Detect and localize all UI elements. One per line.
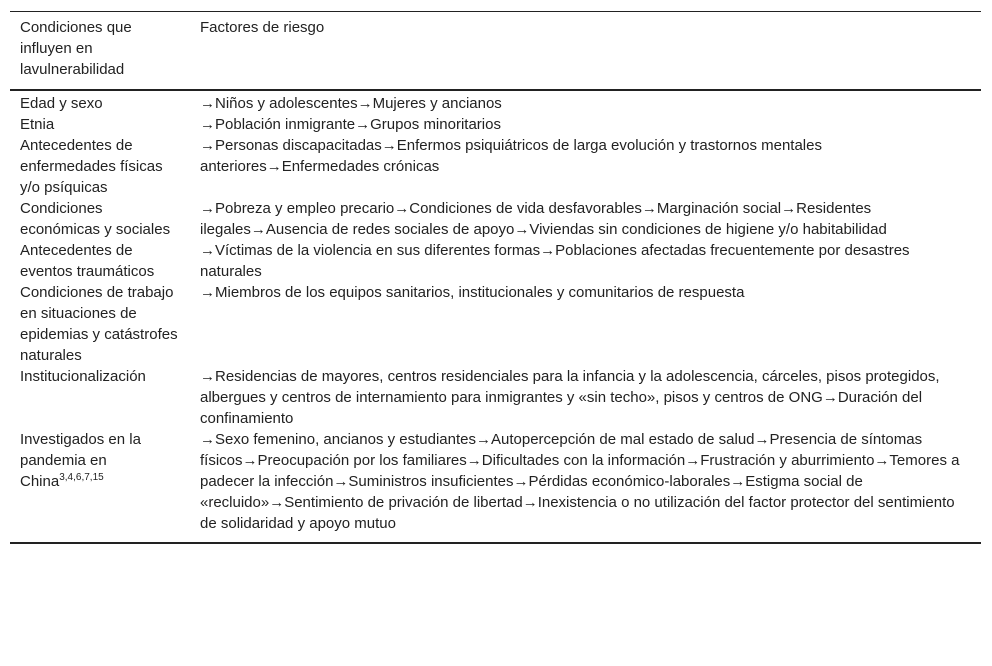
table-row xyxy=(10,90,981,114)
row-factors: →Sexo femenino, ancianos y estudiantes→Autopercepción de mal estado de salud→Presencia de síntomas físicos→Preocupación por los familiares→Dificultades con la información→Frustración y aburrimiento→Temores a padecer la infección→Suministros insuficientes→Pérdidas económico-laborales→Estigma social de «recluido»→Sentimiento de privación de libertad→Inexistencia o no utilización del factor protector del sentimiento de solidaridad y apoyo mutuo xyxy=(200,431,960,532)
risk-factors-table-container xyxy=(10,11,981,544)
table-row xyxy=(10,429,981,543)
row-factors: →Residencias de mayores, centros residenciales para la infancia y la adolescencia, cárceles, pisos protegidos, albergues y centros de internamiento para inmigrantes y «sin techo», pisos y centros de ONG→Duración del confinamiento xyxy=(200,368,940,427)
row-condition xyxy=(10,429,190,543)
table-row xyxy=(10,366,981,429)
table-row xyxy=(10,114,981,135)
row-condition: Condiciones de trabajo en situaciones de epidemias y catástrofes naturales xyxy=(20,284,178,364)
table-row xyxy=(10,198,981,240)
row-condition: Antecedentes de eventos traumáticos xyxy=(20,242,155,280)
row-condition: Condiciones económicas y sociales xyxy=(20,200,171,238)
row-factors: →Víctimas de la violencia en sus diferentes formas→Poblaciones afectadas frecuentemente por desastres naturales xyxy=(200,242,910,280)
row-condition: Etnia xyxy=(20,116,55,133)
row-factors: →Pobreza y empleo precario→Condiciones de vida desfavorables→Marginación social→Residentes ilegales→Ausencia de redes sociales de apoyo→Viviendas sin condiciones de higiene y/o habitabilidad xyxy=(200,200,887,238)
row-factors: →Niños y adolescentes→Mujeres y ancianos xyxy=(200,95,502,112)
reference-superscript[interactable]: 3,4,6,7,15 xyxy=(59,472,104,483)
table-row xyxy=(10,240,981,282)
table-row xyxy=(10,135,981,198)
condition-text: Investigados en la pandemia en China xyxy=(20,431,141,490)
row-condition: Edad y sexo xyxy=(20,95,103,112)
row-factors: →Población inmigrante→Grupos minoritarios xyxy=(200,116,501,133)
row-factors: →Personas discapacitadas→Enfermos psiquiátricos de larga evolución y trastornos mentales anteriores→Enfermedades crónicas xyxy=(200,137,822,175)
table-header-row xyxy=(10,12,981,91)
header-conditions: Condiciones que influyen en lavulnerabilidad xyxy=(20,19,132,78)
row-factors: →Miembros de los equipos sanitarios, institucionales y comunitarios de respuesta xyxy=(200,284,745,301)
header-risk-factors: Factores de riesgo xyxy=(200,19,325,36)
table-row xyxy=(10,282,981,366)
risk-factors-table xyxy=(10,11,981,544)
row-condition: Institucionalización xyxy=(20,368,146,385)
row-condition: Antecedentes de enfermedades físicas y/o psíquicas xyxy=(20,137,163,196)
